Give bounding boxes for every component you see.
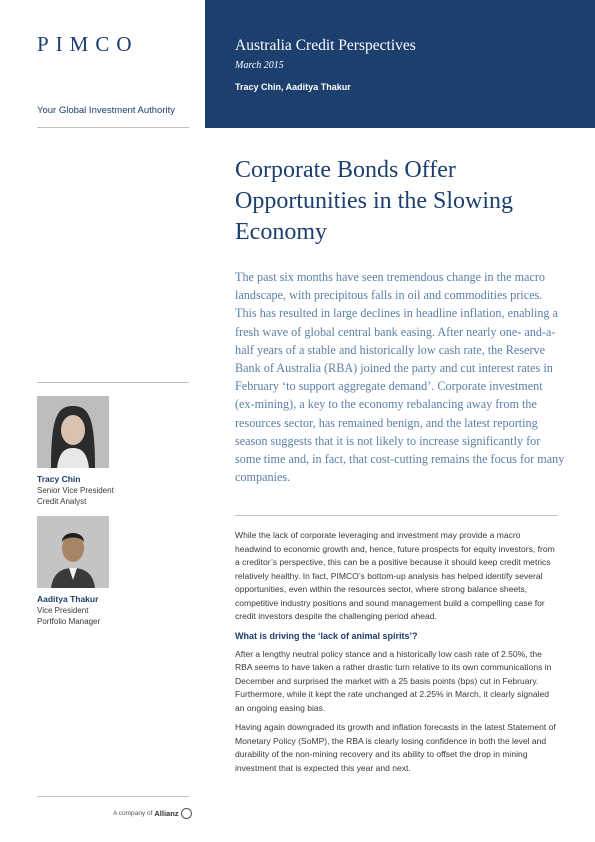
allianz-badge [113, 808, 192, 819]
sidebar [0, 0, 205, 842]
allianz-prefix: A company of [113, 810, 153, 817]
author-title: Credit Analyst [37, 497, 87, 506]
article-body [235, 529, 559, 781]
author-photo-tracy-chin [37, 396, 109, 468]
author-name: Aaditya Thakur [37, 594, 99, 604]
publication-date: March 2015 [235, 60, 284, 71]
author-photo-aaditya-thakur [37, 516, 109, 588]
header-band [205, 0, 595, 128]
pimco-logo: PIMCO [37, 32, 139, 56]
body-paragraph: While the lack of corporate leveraging and investment may provide a macro headwind to economic growth and, hence, future prospects for equity investors, from a creditor’s perspective, this can be a positive because it should keep credit metrics relatively healthy. In fact, PIMCO’s bottom-up analysis has helped identify several opportunities, even within the resources sector, where strong balance sheets, competitive industry positions and sound management build a compelling case for credit investors despite the challenging period ahead. [235, 530, 555, 621]
tagline: Your Global Investment Authority [37, 105, 176, 116]
author-title: Vice President [37, 606, 89, 615]
byline: Tracy Chin, Aaditya Thakur [235, 82, 351, 92]
sidebar-divider [37, 796, 189, 797]
allianz-logo-icon [181, 808, 192, 819]
portrait-icon [37, 516, 109, 588]
lead-paragraph: The past six months have seen tremendous change in the macro landscape, with precipitous falls in oil and commodities prices. This has resulted in large declines in headline inflation, enabling a fresh wave of global central bank easing. After nearly one- and-a-half years of a stable and historically low cash rate, the Reserve Bank of Australia (RBA) joined the party and cut interest rates in February ‘to support aggregate demand’. Corporate investment (ex-mining), a key to the economy rebalancing away from the resources sector, has remained benign, and the latest reporting season suggests that it is not likely to increase significantly for some time and, in fact, that cost-cutting remains the focus for many companies. [235, 270, 565, 485]
author-title: Senior Vice President [37, 486, 114, 495]
lead-divider [235, 515, 558, 516]
allianz-name: Allianz [154, 809, 179, 818]
sidebar-divider [37, 127, 189, 128]
sidebar-divider [37, 382, 189, 383]
body-paragraph: After a lengthy neutral policy stance and a historically low cash rate of 2.50%, the RBA seems to have taken a rather drastic turn relative to its own communications in December and surprised the market with a 25 basis points (bps) cut in February. Furthermore, while it kept the rate unchanged at 2.25% in March, it clearly signaled an ongoing easing bias. [235, 648, 552, 713]
portrait-icon [37, 396, 109, 468]
series-title: Australia Credit Perspectives [235, 37, 416, 54]
article-title: Corporate Bonds Offer Opportunities in the Slowing Economy [235, 157, 513, 245]
author-name: Tracy Chin [37, 474, 81, 484]
body-paragraph: Having again downgraded its growth and inflation forecasts in the latest Statement of Monetary Policy (SoMP), the RBA is clearly losing confidence in both the level and durability of the non-mining recovery and its ability to offset the drop in mining investment that is expected this year and next. [235, 722, 556, 773]
section-heading: What is driving the ‘lack of animal spirits’? [235, 630, 418, 641]
author-title: Portfolio Manager [37, 617, 101, 626]
